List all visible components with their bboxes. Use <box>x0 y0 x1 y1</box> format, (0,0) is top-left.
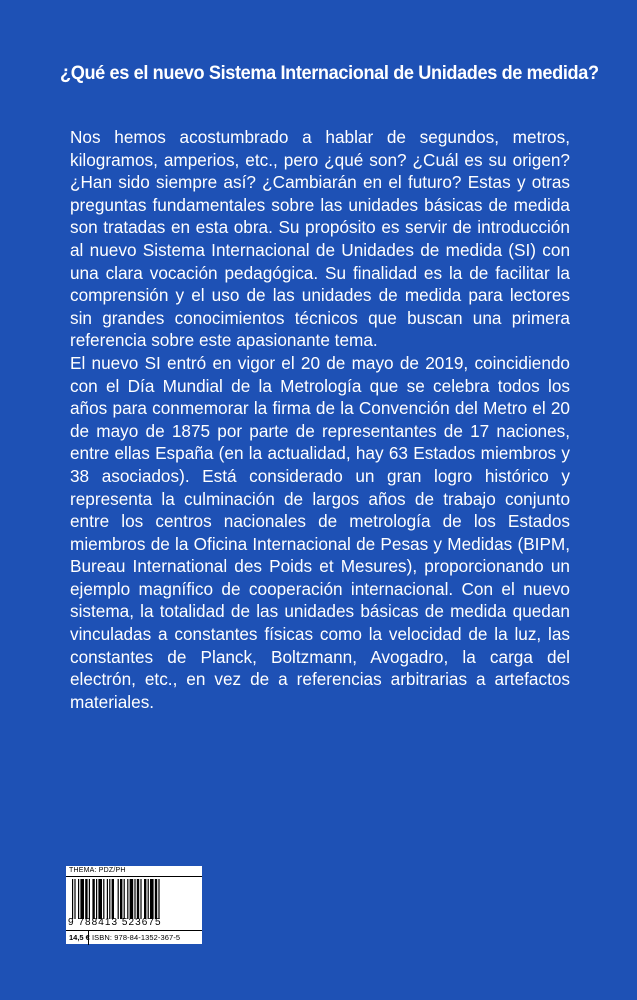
barcode-bars <box>72 879 196 919</box>
barcode-bar <box>144 879 146 919</box>
barcode-bar <box>130 879 134 919</box>
barcode-bar <box>89 879 90 919</box>
price-row <box>66 930 202 945</box>
headline: ¿Qué es el nuevo Sistema Internacional de Unidades de medida? <box>60 62 599 84</box>
barcode-bar <box>155 879 157 919</box>
barcode-bar <box>74 879 75 919</box>
thema-code: THEMA: PDZ/PH <box>69 867 126 874</box>
barcode-bar <box>112 879 114 919</box>
barcode-bar <box>137 879 139 919</box>
barcode-digits: 9 788413 523675 <box>68 917 162 928</box>
barcode-bar <box>85 879 87 919</box>
barcode-bar <box>72 879 73 919</box>
barcode-bar <box>150 879 154 919</box>
isbn: ISBN: 978-84-1352-367-5 <box>92 933 181 942</box>
barcode-bar <box>120 879 122 919</box>
barcode-bar <box>140 879 141 919</box>
synopsis-paragraph-2: El nuevo SI entró en vigor el 20 de mayo de 2019, coincidiendo con el Día Mundial de la Metrología que se celebra todos los años para conmemorar la firma de la Convención del Metro el 20 de mayo de 1875 por parte de representantes de 17 naciones, entre ellas España (en la actualidad, hay 63 Estados miembros y 38 asociados). Está considerado un gran logro histórico y representa la culminación de largos años de trabajo conjunto entre los centros nacionales de metrología de los Estados miembros de la Oficina Internacional de Pesas y Medidas (BIPM, Bureau International des Poids et Mesures), proporcionando un ejemplo magnífico de cooperación internacional. Con el nuevo sistema, la totalidad de las unidades básicas de medida quedan vinculadas a constantes físicas como la velocidad de la luz, las constantes de Planck, Boltzmann, Avogadro, la carga del electrón, etc., en vez de a referencias arbitrarias a artefactos materiales. <box>70 352 570 712</box>
barcode-bar <box>127 879 128 919</box>
barcode-bar <box>107 879 108 919</box>
barcode-bar <box>92 879 94 919</box>
barcode-bar <box>134 879 135 919</box>
barcode-bar <box>109 879 110 919</box>
divider <box>88 931 89 945</box>
synopsis-paragraph-1: Nos hemos acostumbrado a hablar de segundos, metros, kilogramos, amperios, etc., pero ¿qué son? ¿Cuál es su origen? ¿Han sido siempre así? ¿Cambiarán en el futuro? Estas y otras preguntas fundamentales sobre las unidades básicas de medida son tratadas en esta obra. Su propósito es servir de introducción al nuevo Sistema Internacional de Unidades de medida (SI) con una clara vocación pedagógica. Su finalidad es la de facilitar la comprensión y el uso de las unidades de medida para lectores sin grandes conocimientos técnicos que buscan una primera referencia sobre este apasionante tema. <box>70 127 570 351</box>
barcode-bar <box>96 879 97 919</box>
barcode-bar <box>80 879 84 919</box>
synopsis <box>70 126 570 713</box>
barcode-bar <box>148 879 149 919</box>
barcode-bar <box>124 879 125 919</box>
barcode-bar <box>118 879 119 919</box>
barcode-label <box>66 866 202 944</box>
barcode-bar <box>158 879 159 919</box>
barcode-bar <box>78 879 79 919</box>
divider <box>66 876 202 877</box>
price: 14,5 € <box>69 933 90 942</box>
barcode-bar <box>98 879 102 919</box>
barcode-bar <box>103 879 104 919</box>
